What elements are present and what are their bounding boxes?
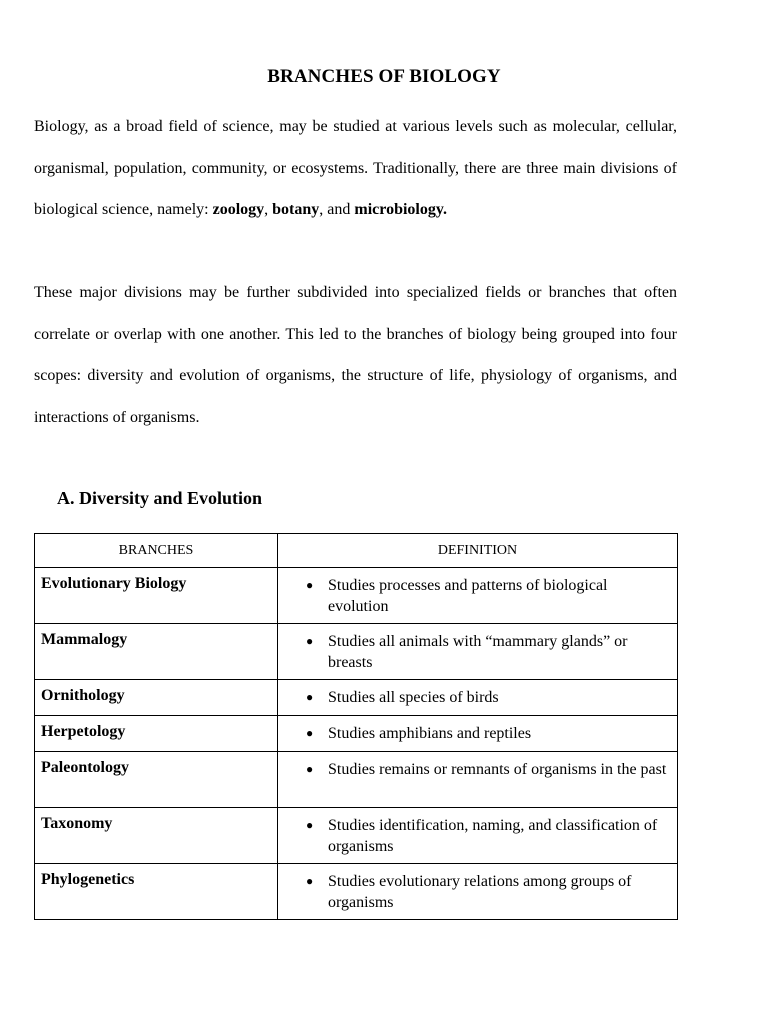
branch-definition — [278, 680, 678, 716]
branch-definition — [278, 752, 678, 808]
header-definition: DEFINITION — [278, 534, 678, 568]
branch-definition — [278, 624, 678, 680]
definition-text: Studies all animals with “mammary glands” or breasts — [328, 633, 628, 671]
table-row — [35, 864, 678, 920]
definition-text: Studies all species of birds — [328, 689, 499, 706]
table-row — [35, 716, 678, 752]
table-row — [35, 808, 678, 864]
bullet-icon: ● — [306, 874, 314, 888]
branch-name: Mammalogy — [35, 624, 278, 680]
separator-1: , — [264, 201, 273, 218]
branch-name: Paleontology — [35, 752, 278, 808]
definition-text: Studies remains or remnants of organisms in the past — [328, 761, 667, 778]
table-header-row — [35, 534, 678, 568]
branch-definition — [278, 568, 678, 624]
zoology-term: zoology — [212, 201, 265, 218]
page-title: BRANCHES OF BIOLOGY — [267, 66, 501, 87]
bullet-icon: ● — [306, 578, 314, 592]
section-heading: A. Diversity and Evolution — [57, 488, 263, 508]
bullet-icon: ● — [306, 726, 314, 740]
branch-name: Taxonomy — [35, 808, 278, 864]
intro-paragraph — [34, 106, 677, 231]
table-row — [35, 624, 678, 680]
header-branches: BRANCHES — [35, 534, 278, 568]
branches-table — [34, 533, 678, 920]
subdivision-paragraph: These major divisions may be further subdivided into specialized fields or branches that often correlate or overlap with one another. This led to the branches of biology being grouped into four scopes: diversity and evolution of organisms, the structure of life, physiology of organisms, and interactions of organisms. — [34, 284, 677, 426]
definition-text: Studies processes and patterns of biological evolution — [328, 577, 608, 615]
bullet-icon: ● — [306, 634, 314, 648]
branch-name: Herpetology — [35, 716, 278, 752]
bullet-icon: ● — [306, 762, 314, 776]
branch-name: Phylogenetics — [35, 864, 278, 920]
definition-text: Studies amphibians and reptiles — [328, 725, 532, 742]
table-row — [35, 568, 678, 624]
branch-name: Ornithology — [35, 680, 278, 716]
separator-2: , and — [319, 201, 355, 218]
microbiology-term: microbiology. — [354, 201, 447, 218]
definition-text: Studies identification, naming, and classification of organisms — [328, 817, 658, 855]
table-row — [35, 680, 678, 716]
table-row — [35, 752, 678, 808]
branch-definition — [278, 808, 678, 864]
branch-definition — [278, 716, 678, 752]
branch-name: Evolutionary Biology — [35, 568, 278, 624]
bullet-icon: ● — [306, 690, 314, 704]
branch-definition — [278, 864, 678, 920]
definition-text: Studies evolutionary relations among groups of organisms — [328, 873, 632, 911]
botany-term: botany — [272, 201, 320, 218]
intro-text: Biology, as a broad field of science, may be studied at various levels such as molecular, cellular, organismal, population, community, or ecosystems. Traditionally, there are three main divisions of biological science, namely: — [34, 118, 677, 218]
bullet-icon: ● — [306, 818, 314, 832]
